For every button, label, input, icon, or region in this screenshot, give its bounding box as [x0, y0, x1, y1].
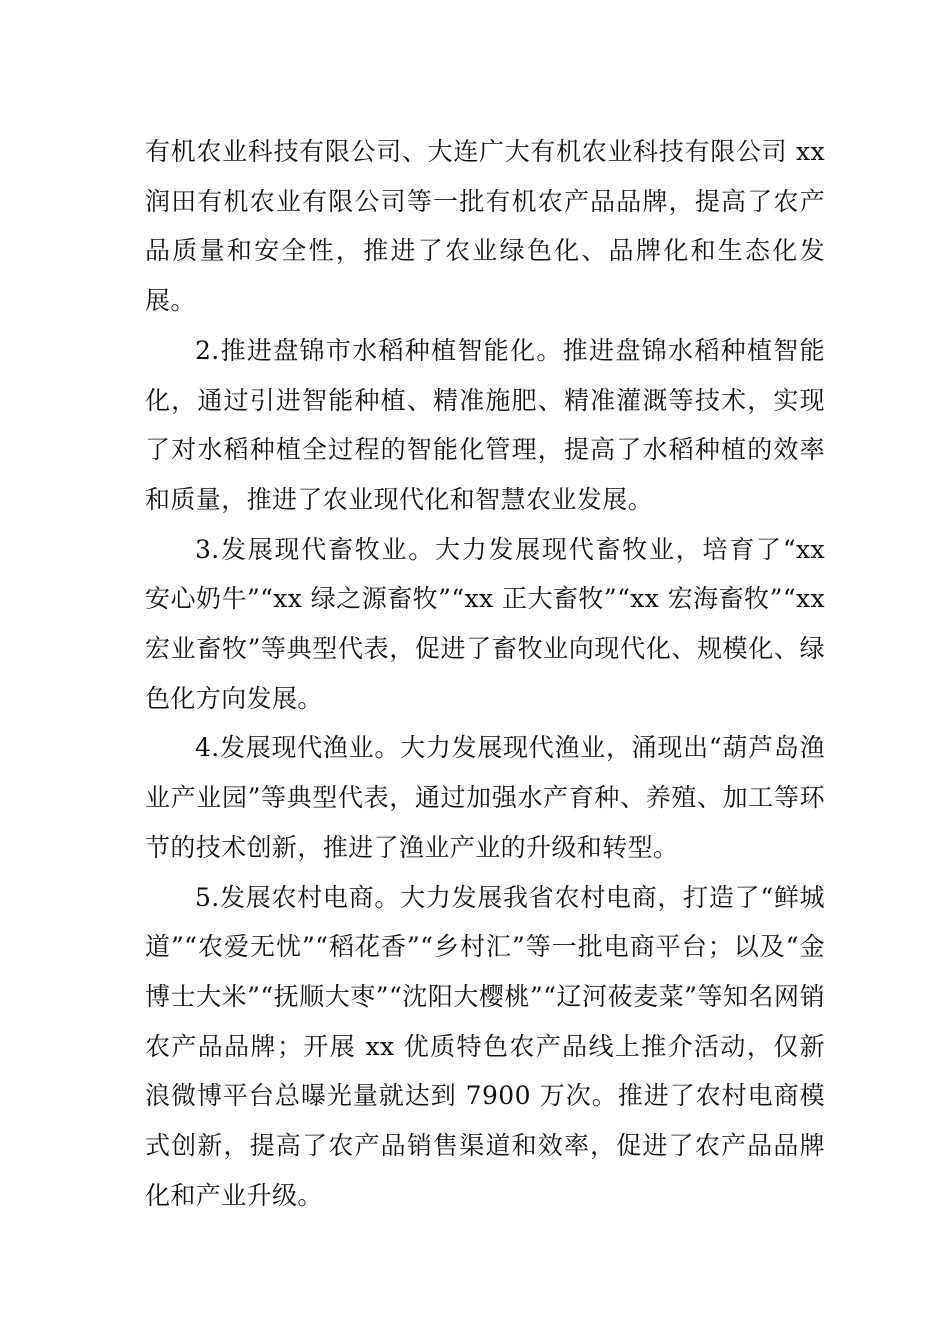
- paragraph-panjin-rice: 2.推进盘锦市水稻种植智能化。推进盘锦水稻种植智能化，通过引进智能种植、精准施肥、精准灌溉等技术，实现了对水稻种植全过程的智能化管理，提高了水稻种植的效率和质量，推进了农业现代化和智慧农业发展。: [145, 335, 825, 514]
- paragraph-fishery: 4.发展现代渔业。大力发展现代渔业，涌现出“葫芦岛渔业产业园”等典型代表，通过加强水产育种、养殖、加工等环节的技术创新，推进了渔业产业的升级和转型。: [145, 733, 825, 862]
- document-body: [145, 127, 825, 1220]
- paragraph-ecommerce: 5.发展农村电商。大力发展我省农村电商，打造了“鲜城道”“农爱无忧”“稻花香”“乡村汇”等一批电商平台；以及“金博士大米”“抚顺大枣”“沈阳大樱桃”“辽河莜麦菜”等知名网销农产品品牌；开展 xx 优质特色农产品线上推介活动，仅新浪微博平台总曝光量就达到 7900 万次。推进了农村电商模式创新，提高了农产品销售渠道和效率，促进了农产品品牌化和产业升级。: [145, 882, 825, 1210]
- paragraph-organic-brands: 有机农业科技有限公司、大连广大有机农业科技有限公司 xx 润田有机农业有限公司等一批有机农产品品牌，提高了农产品质量和安全性，推进了农业绿色化、品牌化和生态化发展。: [145, 137, 825, 316]
- paragraph-livestock: 3.发展现代畜牧业。大力发展现代畜牧业，培育了“xx 安心奶牛”“xx 绿之源畜牧”“xx 正大畜牧”“xx 宏海畜牧”“xx 宏业畜牧”等典型代表，促进了畜牧业向现代化、规模化、绿色化方向发展。: [145, 534, 825, 713]
